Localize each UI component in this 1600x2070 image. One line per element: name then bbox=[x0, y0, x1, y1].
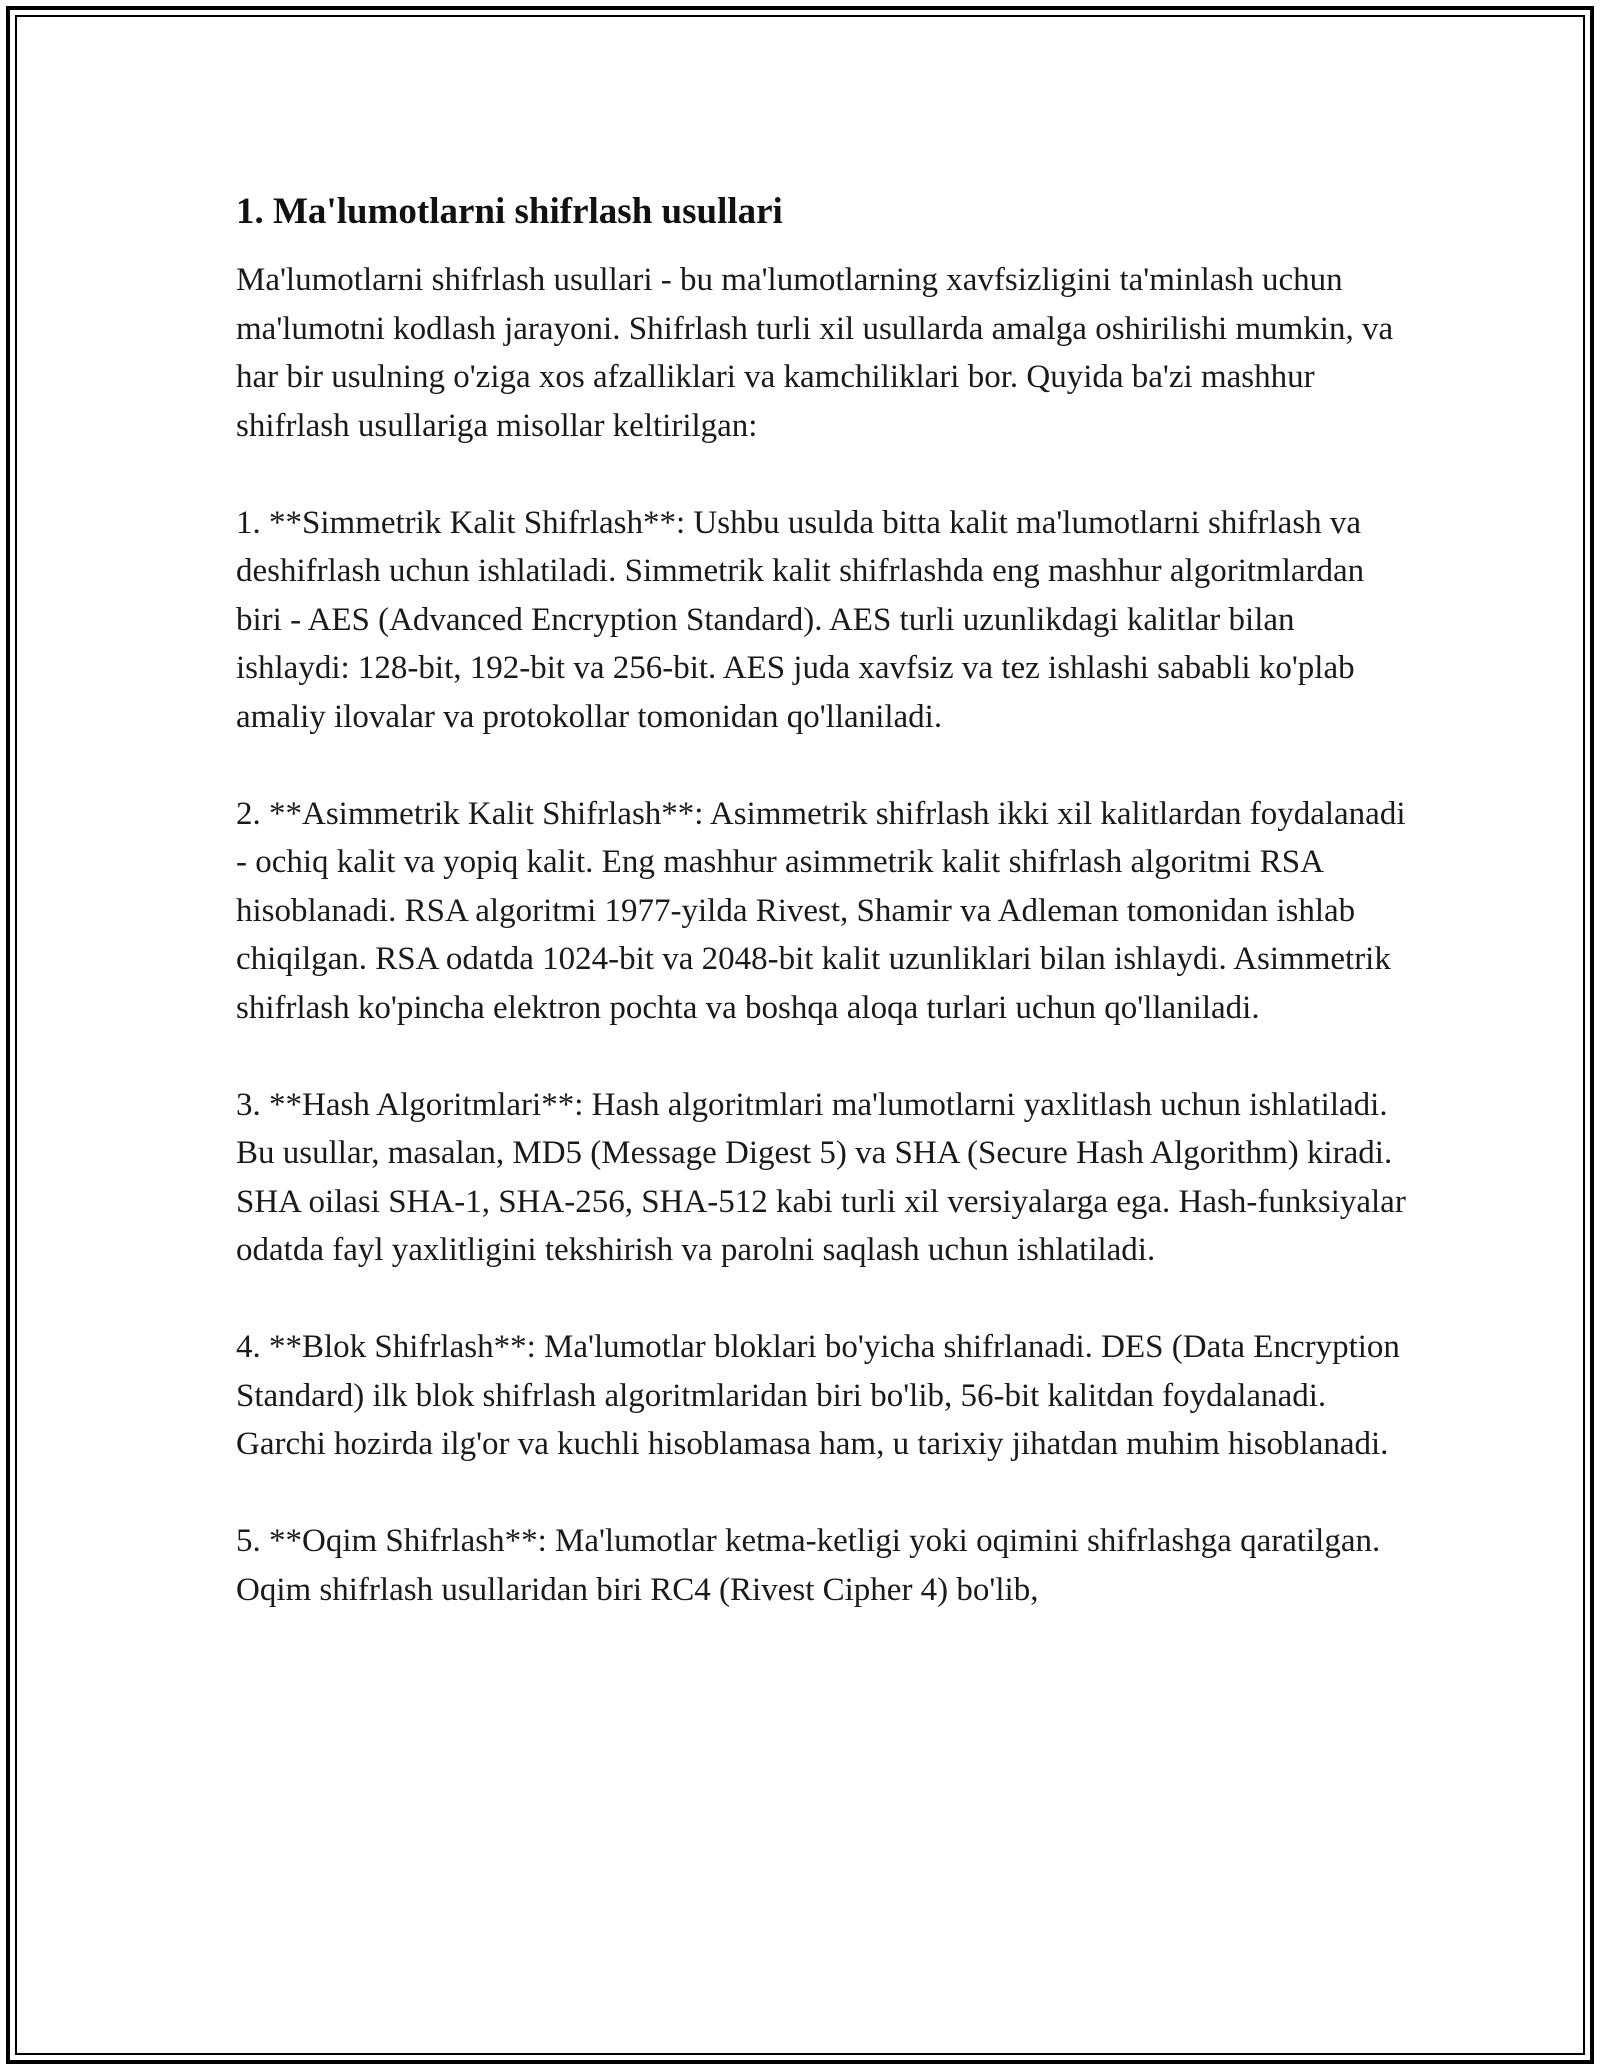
block-cipher-paragraph: 4. **Blok Shifrlash**: Ma'lumotlar bloklari bo'yicha shifrlanadi. DES (Data Encryption Standard) ilk blok shifrlash algoritmlaridan biri bo'lib, 56-bit kalitdan foydalanadi. Garchi hozirda ilg'or va kuchli hisoblamasa ham, u tarixiy jihatdan muhim hisoblanadi. bbox=[236, 1329, 1400, 1462]
stream-cipher-paragraph: 5. **Oqim Shifrlash**: Ma'lumotlar ketma-ketligi yoki oqimini shifrlashga qaratilgan. Oqim shifrlash usullaridan biri RC4 (Rivest Cipher 4) bo'lib, bbox=[236, 1523, 1381, 1608]
document-title: 1. Ma'lumotlarni shifrlash usullari bbox=[236, 191, 783, 232]
hash-algorithms-paragraph: 3. **Hash Algoritmlari**: Hash algoritmlari ma'lumotlarni yaxlitlash uchun ishlatiladi. Bu usullar, masalan, MD5 (Message Digest 5) va SHA (Secure Hash Algorithm) kiradi. SHA oilasi SHA-1, SHA-256, SHA-512 kabi turli xil versiyalarga ega. Hash-funksiyalar odatda fayl yaxlitligini tekshirish va parolni saqlash uchun ishlatiladi. bbox=[236, 1086, 1406, 1268]
document-body bbox=[236, 188, 1406, 1614]
symmetric-key-paragraph: 1. **Simmetrik Kalit Shifrlash**: Ushbu usulda bitta kalit ma'lumotlarni shifrlash va deshifrlash uchun ishlatiladi. Simmetrik kalit shifrlashda eng mashhur algoritmlardan biri - AES (Advanced Encryption Standard). AES turli uzunlikdagi kalitlar bilan ishlaydi: 128-bit, 192-bit va 256-bit. AES juda xavfsiz va tez ishlashi sababli ko'plab amaliy ilovalar va protokollar tomonidan qo'llaniladi. bbox=[236, 504, 1365, 735]
intro-paragraph: Ma'lumotlarni shifrlash usullari - bu ma'lumotlarning xavfsizligini ta'minlash uchun ma'lumotni kodlash jarayoni. Shifrlash turli xil usullarda amalga oshirilishi mumkin, va har bir usulning o'ziga xos afzalliklari va kamchiliklari bor. Quyida ba'zi mashhur shifrlash usullariga misollar keltirilgan: bbox=[236, 262, 1394, 444]
asymmetric-key-paragraph: 2. **Asimmetrik Kalit Shifrlash**: Asimmetrik shifrlash ikki xil kalitlardan foydalanadi - ochiq kalit va yopiq kalit. Eng mashhur asimmetrik kalit shifrlash algoritmi RSA hisoblanadi. RSA algoritmi 1977-yilda Rivest, Shamir va Adleman tomonidan ishlab chiqilgan. RSA odatda 1024-bit va 2048-bit kalit uzunliklari bilan ishlaydi. Asimmetrik shifrlash ko'pincha elektron pochta va boshqa aloqa turlari uchun qo'llaniladi. bbox=[236, 795, 1406, 1026]
